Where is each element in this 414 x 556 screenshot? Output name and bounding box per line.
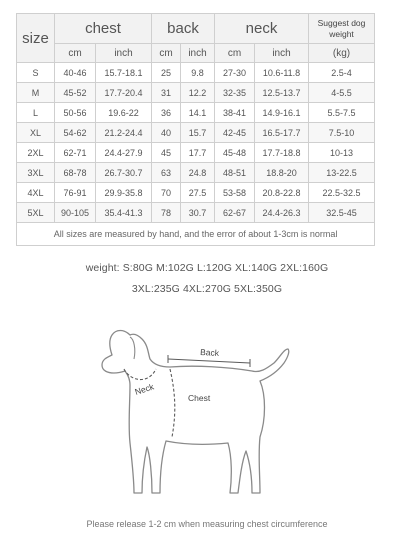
product-weight-line-2: 3XL:235G 4XL:270G 5XL:350G	[131, 283, 283, 295]
neck-cm-cell: 62-67	[215, 203, 255, 223]
dog-measurement-diagram	[90, 315, 310, 510]
neck-label: Neck	[133, 381, 156, 397]
chest-cm-cell: 40-46	[55, 63, 96, 83]
chest-inch-cell: 19.6-22	[96, 103, 152, 123]
neck-header: neck	[215, 14, 309, 44]
chest-inch-cell: 15.7-18.1	[96, 63, 152, 83]
size-chart-table	[16, 13, 375, 246]
unit-chest-inch: inch	[96, 44, 152, 63]
neck-cm-cell: 27-30	[215, 63, 255, 83]
chest-header: chest	[55, 14, 152, 44]
neck-inch-cell: 20.8-22.8	[255, 183, 309, 203]
back-cm-cell: 25	[152, 63, 181, 83]
dog-outline	[102, 331, 289, 494]
weight-cell: 4-5.5	[309, 83, 375, 103]
size-header: size	[17, 14, 55, 63]
table-row	[17, 103, 375, 123]
chest-cm-cell: 45-52	[55, 83, 96, 103]
weight-cell: 7.5-10	[309, 123, 375, 143]
dog-illustration	[90, 315, 310, 510]
table-row	[17, 143, 375, 163]
table-row	[17, 183, 375, 203]
chest-cm-cell: 68-78	[55, 163, 96, 183]
size-cell: L	[17, 103, 55, 123]
back-inch-cell: 24.8	[181, 163, 215, 183]
suggest-weight-header	[309, 14, 375, 44]
weight-cell: 22.5-32.5	[309, 183, 375, 203]
unit-weight-kg: (kg)	[309, 44, 375, 63]
unit-chest-cm: cm	[55, 44, 96, 63]
back-measure-arrow	[168, 359, 250, 363]
back-header: back	[152, 14, 215, 44]
weight-cell: 5.5-7.5	[309, 103, 375, 123]
table-row	[17, 123, 375, 143]
back-cm-cell: 31	[152, 83, 181, 103]
chest-inch-cell: 35.4-41.3	[96, 203, 152, 223]
back-cm-cell: 78	[152, 203, 181, 223]
unit-neck-cm: cm	[215, 44, 255, 63]
size-cell: 5XL	[17, 203, 55, 223]
back-cm-cell: 63	[152, 163, 181, 183]
chest-inch-cell: 24.4-27.9	[96, 143, 152, 163]
neck-cm-cell: 48-51	[215, 163, 255, 183]
back-inch-cell: 27.5	[181, 183, 215, 203]
weight-cell: 13-22.5	[309, 163, 375, 183]
neck-cm-cell: 42-45	[215, 123, 255, 143]
chest-cm-cell: 54-62	[55, 123, 96, 143]
neck-inch-cell: 10.6-11.8	[255, 63, 309, 83]
neck-cm-cell: 32-35	[215, 83, 255, 103]
measurement-note: All sizes are measured by hand, and the error of about 1-3cm is normal	[17, 223, 375, 246]
back-inch-cell: 12.2	[181, 83, 215, 103]
neck-inch-cell: 12.5-13.7	[255, 83, 309, 103]
neck-cm-cell: 45-48	[215, 143, 255, 163]
back-inch-cell: 14.1	[181, 103, 215, 123]
suggest-weight-header-line2: weight	[329, 28, 354, 39]
neck-inch-cell: 24.4-26.3	[255, 203, 309, 223]
neck-inch-cell: 14.9-16.1	[255, 103, 309, 123]
table-row	[17, 163, 375, 183]
back-inch-cell: 15.7	[181, 123, 215, 143]
neck-cm-cell: 53-58	[215, 183, 255, 203]
back-inch-cell: 30.7	[181, 203, 215, 223]
dog-ear	[130, 337, 135, 359]
weight-cell: 32.5-45	[309, 203, 375, 223]
size-cell: M	[17, 83, 55, 103]
chest-inch-cell: 21.2-24.4	[96, 123, 152, 143]
neck-inch-cell: 17.7-18.8	[255, 143, 309, 163]
back-inch-cell: 9.8	[181, 63, 215, 83]
back-inch-cell: 17.7	[181, 143, 215, 163]
chest-release-note: Please release 1-2 cm when measuring chest circumference	[86, 519, 328, 529]
neck-inch-cell: 16.5-17.7	[255, 123, 309, 143]
neck-inch-cell: 18.8-20	[255, 163, 309, 183]
size-cell: 2XL	[17, 143, 55, 163]
table-row	[17, 203, 375, 223]
unit-neck-inch: inch	[255, 44, 309, 63]
chest-measure-line	[170, 369, 175, 437]
size-cell: 4XL	[17, 183, 55, 203]
chest-cm-cell: 50-56	[55, 103, 96, 123]
chest-cm-cell: 76-91	[55, 183, 96, 203]
weight-cell: 10-13	[309, 143, 375, 163]
size-cell: 3XL	[17, 163, 55, 183]
chest-cm-cell: 90-105	[55, 203, 96, 223]
chest-inch-cell: 29.9-35.8	[96, 183, 152, 203]
chest-label: Chest	[188, 393, 211, 403]
table-row	[17, 63, 375, 83]
product-weight-line-1: weight: S:80G M:102G L:120G XL:140G 2XL:160G	[85, 262, 329, 274]
unit-back-inch: inch	[181, 44, 215, 63]
back-cm-cell: 70	[152, 183, 181, 203]
back-cm-cell: 40	[152, 123, 181, 143]
back-label: Back	[199, 347, 220, 358]
unit-back-cm: cm	[152, 44, 181, 63]
size-cell: S	[17, 63, 55, 83]
back-cm-cell: 36	[152, 103, 181, 123]
size-cell: XL	[17, 123, 55, 143]
back-cm-cell: 45	[152, 143, 181, 163]
chest-inch-cell: 17.7-20.4	[96, 83, 152, 103]
table-row	[17, 83, 375, 103]
chest-cm-cell: 62-71	[55, 143, 96, 163]
neck-cm-cell: 38-41	[215, 103, 255, 123]
suggest-weight-header-line1: Suggest dog	[317, 17, 366, 28]
weight-cell: 2.5-4	[309, 63, 375, 83]
chest-inch-cell: 26.7-30.7	[96, 163, 152, 183]
